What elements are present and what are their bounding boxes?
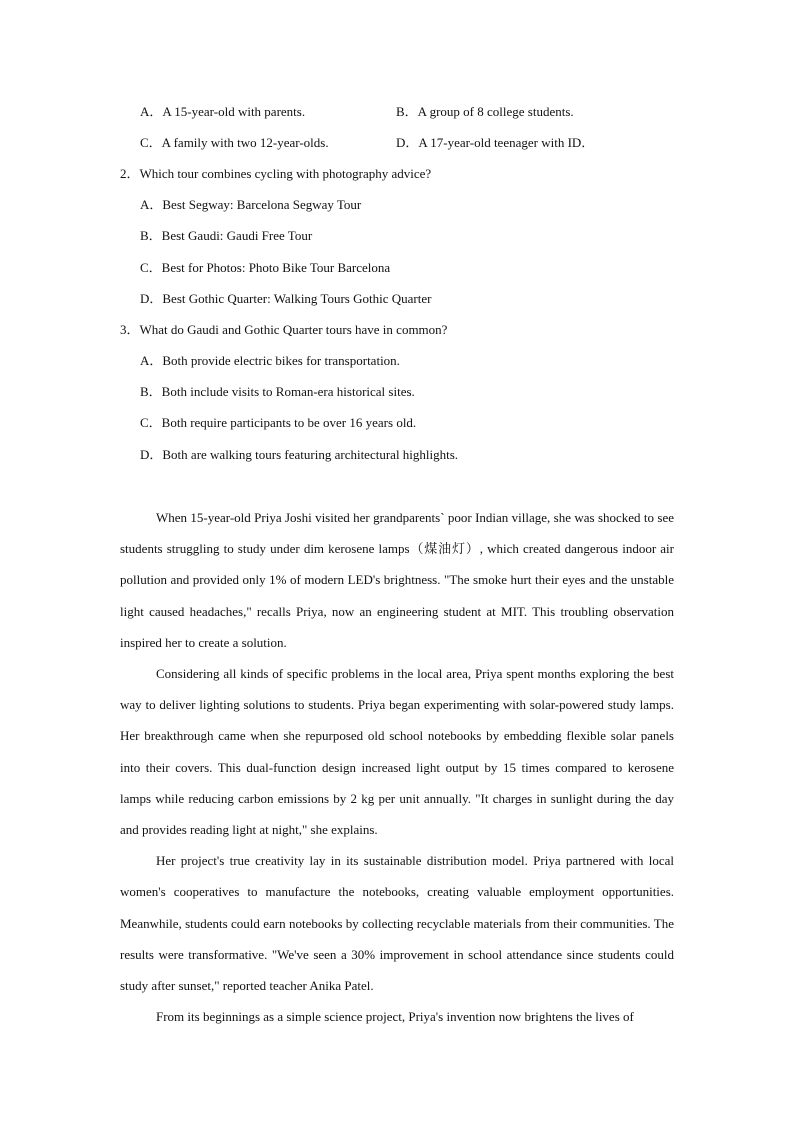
q1-option-c: C．A family with two 12-year-olds. <box>140 135 329 150</box>
passage-paragraph-2: Considering all kinds of specific problems in the local area, Priya spent months exploring the best way to deliver lighting solutions to students. Priya began experimenting with solar-powered study lamps. Her breakthrough came when she repurposed old school notebooks by embedding flexible solar panels into their covers. This dual-function design increased light output by 15 times compared to kerosene lamps while reducing carbon emissions by 2 kg per unit annually. "It charges in sunlight during the day and provides reading light at night," she explains. <box>120 666 674 838</box>
q2-option-d: D．Best Gothic Quarter: Walking Tours Gothic Quarter <box>140 291 432 306</box>
passage-paragraph-4: From its beginnings as a simple science project, Priya's invention now brightens the lives of <box>156 1009 634 1025</box>
reading-passage <box>120 502 674 1032</box>
q3-option-a: A．Both provide electric bikes for transportation. <box>140 353 400 368</box>
q2-option-c: C．Best for Photos: Photo Bike Tour Barcelona <box>140 260 391 275</box>
q3-option-c: C．Both require participants to be over 16 years old. <box>140 415 417 430</box>
q2-option-b: B．Best Gaudi: Gaudi Free Tour <box>140 228 313 243</box>
q3-option-d: D．Both are walking tours featuring architectural highlights. <box>140 447 459 462</box>
q1-option-d: D．A 17-year-old teenager with ID． <box>396 135 595 150</box>
q3-stem: 3．What do Gaudi and Gothic Quarter tours have in common? <box>120 322 448 337</box>
q3-option-b: B．Both include visits to Roman-era historical sites. <box>140 384 415 399</box>
passage-paragraph-3: Her project's true creativity lay in its sustainable distribution model. Priya partnered with local women's cooperatives to manufacture the notebooks, creating valuable employment opportunities. Meanwhile, students could earn notebooks by collecting recyclable materials from their communities. The results were transformative. "We've seen a 30% improvement in school attendance since students could study after sunset," reported teacher Anika Patel. <box>120 853 674 994</box>
q1-option-b: B．A group of 8 college students. <box>396 104 574 119</box>
passage-paragraph-1: When 15-year-old Priya Joshi visited her grandparents` poor Indian village, she was shocked to see students struggling to study under dim kerosene lamps（煤油灯）, which created dangerous indoor air pollution and provided only 1% of modern LED's brightness. "The smoke hurt their eyes and the unstable light caused headaches," recalls Priya, now an engineering student at MIT. This troubling observation inspired her to create a solution. <box>120 510 674 650</box>
q1-option-a: A．A 15-year-old with parents. <box>140 104 306 119</box>
q2-option-a: A．Best Segway: Barcelona Segway Tour <box>140 197 362 212</box>
q2-stem: 2．Which tour combines cycling with photography advice? <box>120 166 432 181</box>
